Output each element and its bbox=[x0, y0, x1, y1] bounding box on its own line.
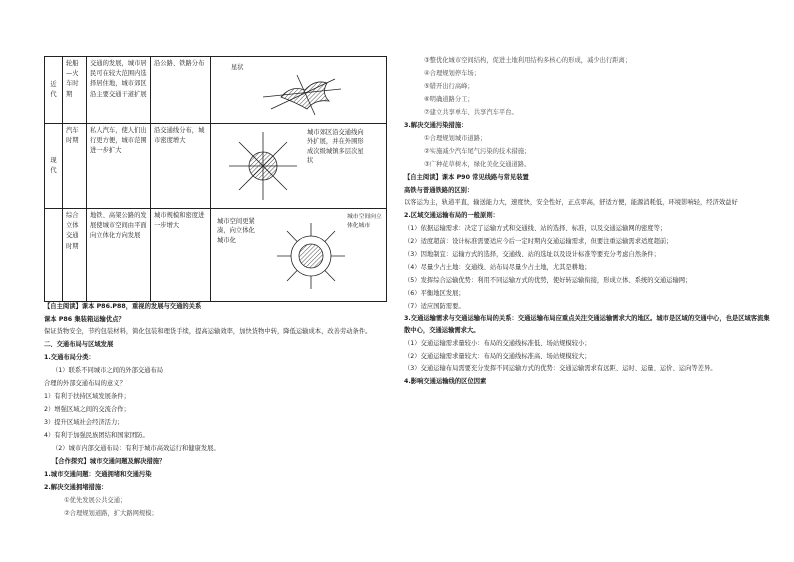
section-heading: 二、交通布局与区域发展 bbox=[44, 341, 114, 348]
list-item: （2）交通运输需求量较大：布局的交通线标准高、场站规模较大； bbox=[404, 353, 591, 360]
item-heading: 2.解决交通拥堵措施： bbox=[44, 484, 108, 491]
list-item: （1）依据运输需求：决定了运输方式和交通线、站的选择、标准，以及交通运输网的密度等； bbox=[404, 225, 667, 232]
item-heading: 3.交通运输需求与交通运输布局的关系：交通运输布局应重点关注交通运输需求大的地区。城市是区域的交通中心，也是区域客流集散中心，交通运输需求大。 bbox=[404, 315, 770, 334]
list-item: ②合理规划道路，扩大路网规模； bbox=[64, 510, 158, 517]
list-item: （5）发挥综合运输优势：利用不同运输方式的优势，使好转运输衔接，形成立体、系统的交通运输网； bbox=[404, 277, 692, 284]
subperiod-cell: 综合立体交通时期 bbox=[63, 209, 87, 302]
right-text-column bbox=[404, 54, 774, 388]
list-item: ⑥明确道路分工； bbox=[424, 96, 474, 103]
item-heading: 高铁与普通铁路的区别： bbox=[404, 187, 474, 194]
list-item: 3）提升区域社会经济活力； bbox=[44, 419, 124, 426]
form-note: 城市空间向立体化城市 bbox=[347, 214, 382, 229]
form-label: 城市郊区沿交通线向外扩展，并在外围形成次级城镇多层次星状 bbox=[307, 129, 364, 165]
section-heading: 【自主阅读】课本 P90 常见线路与常见装置 bbox=[404, 174, 529, 181]
left-text-column bbox=[44, 300, 390, 520]
form-cell bbox=[211, 124, 387, 209]
period-cell: 近代 bbox=[45, 57, 63, 124]
list-item: ③整优化城市空间结构，促进土地利用结构多核心的形成，减少出行距离； bbox=[424, 57, 632, 64]
table-row bbox=[45, 57, 387, 124]
table-row bbox=[45, 124, 387, 209]
list-item: ⑦建立共享单车、共享汽车平台。 bbox=[424, 109, 518, 116]
feature-cell: 交通的发展，城市居民可在较大范围内选择居住地，城市郊区沿主要交通干道扩展 bbox=[87, 57, 151, 124]
period-cell: 现代 bbox=[45, 124, 63, 209]
item-heading: 1.交通布局分类： bbox=[44, 354, 95, 361]
list-item: （3）因地制宜：运输方式的选择，交通线、站的选址以及设计标准等要充分考虑自然条件； bbox=[404, 251, 660, 258]
period-cell bbox=[45, 209, 63, 302]
answer-text: 保证货物安全，节约包装材料，简化包装和理货手续，提高运输效率，加快货物中转，降低运输成本，改善劳动条件。 bbox=[44, 328, 372, 335]
list-item: （4）尽量少占土地：交通线、站布局尽量少占土地，尤其是耕地； bbox=[404, 264, 591, 271]
list-item: 4）有利于加强民族团结和国家团防。 bbox=[44, 432, 149, 439]
list-item: （1）交通运输需求量较小：布局的交通线标准低、场站规模较小； bbox=[404, 340, 591, 347]
network-cell: 沿交通线分布，城市密度增大 bbox=[151, 124, 211, 209]
form-label: 星状 bbox=[231, 64, 244, 71]
form-label: 城市空间更紧凑，向立体化城市化 bbox=[217, 218, 255, 244]
section-heading: 【自主阅读】课本 P86.P88，重视的发展与交通的关系 bbox=[44, 303, 202, 310]
item-heading: 3.解决交通污染措施： bbox=[404, 122, 468, 129]
list-item: 1）有利于扶持区域发展条件； bbox=[44, 393, 130, 400]
list-item: ②实施减少汽车尾气污染的技术措施； bbox=[424, 148, 531, 155]
table-row bbox=[45, 209, 387, 302]
feature-cell: 地铁、高架公路的发展使城市空间由平面向立体化方向发展 bbox=[87, 209, 151, 302]
question-title: 课本 P86 集装箱运输优点？ bbox=[44, 316, 125, 323]
subperiod-cell: 汽车时期 bbox=[63, 124, 87, 209]
list-item: （2）适度超前：设计标准需要适应今后一定时期内交通运输需求，但要注重运输需求适度超前； bbox=[404, 238, 673, 245]
transport-evolution-table bbox=[44, 56, 387, 302]
item-heading: 2.区域交通运输布局的一般原则： bbox=[404, 212, 499, 219]
list-item: ①优先发展公共交通； bbox=[64, 497, 127, 504]
form-cell bbox=[211, 209, 387, 302]
list-item: ⑤错开出行高峰； bbox=[424, 83, 474, 90]
form-cell bbox=[211, 57, 387, 124]
list-item: （7）适应国防需要。 bbox=[404, 303, 465, 310]
list-item: ③广种花草树木，绿化美化交通道路。 bbox=[424, 161, 531, 168]
item-heading: 1.城市交通问题：交通拥堵和交通污染 bbox=[44, 471, 152, 478]
feature-cell: 私人汽车，使人们出行更方便，城市范围进一步扩大 bbox=[87, 124, 151, 209]
list-item: 2）增强区域之间的交流合作； bbox=[44, 406, 130, 413]
subperiod-cell: 轮船—火车时期 bbox=[63, 57, 87, 124]
network-cell: 城市规模和密度进一步增大 bbox=[151, 209, 211, 302]
list-item: （3）交通运输布局需要充分发挥不同运输方式的优势：交通运输需求有远距、运时、运量、运价、运向等差异。 bbox=[404, 365, 717, 372]
section-heading: 【合作探究】城市交通问题及解决措施？ bbox=[52, 458, 166, 465]
list-item: ①合理规划城市道路； bbox=[424, 135, 487, 142]
list-item: 合理的外部交通布局的意义？ bbox=[44, 380, 126, 387]
list-item: ④合理规划停车场； bbox=[424, 70, 481, 77]
list-item: （2）城市内部交通布局：有利于城市高效运行和健康发展。 bbox=[52, 445, 220, 452]
answer-text: 以客运为主，轨道平直，输送能力大，速度快，安全性好，正点率高，舒适方便，能源消耗低，环境影响轻，经济效益好 bbox=[404, 199, 738, 206]
list-item: （6）平衡地区发展； bbox=[404, 290, 465, 297]
item-heading: 4.影响交通运输线的区位因素 bbox=[404, 378, 487, 385]
list-item: （1）联系不同城市之间的外部交通布局 bbox=[52, 367, 164, 374]
network-cell: 沿公路、铁路分布 bbox=[151, 57, 211, 124]
